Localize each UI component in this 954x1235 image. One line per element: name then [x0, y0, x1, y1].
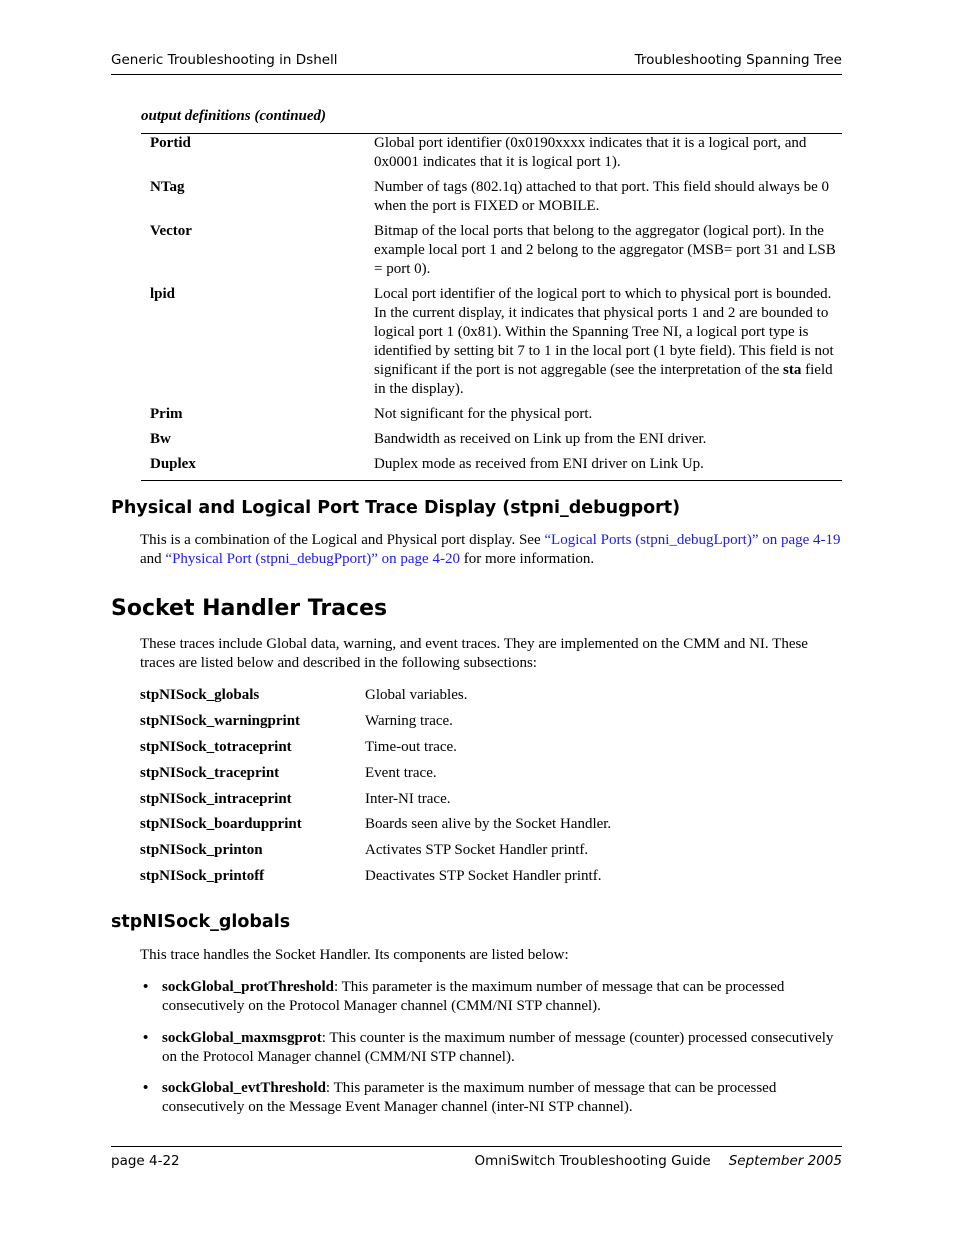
logical-ports-link[interactable]: “Logical Ports (stpni_debugLport)” on page 4-19	[544, 532, 841, 548]
trace-name: stpNISock_warningprint	[140, 712, 301, 729]
row-term: Bw	[150, 431, 171, 447]
bullet-term: sockGlobal_evtThreshold	[162, 1080, 326, 1096]
bullet-text: : This counter is the maximum number of message (counter) processed consecutively on the Protocol Manager channel (CMM/NI STP channel).	[162, 1029, 834, 1065]
table-row	[141, 405, 842, 430]
row-description	[374, 285, 842, 399]
row-term: Vector	[150, 223, 192, 239]
port-trace-paragraph	[140, 531, 843, 569]
bullet-icon: •	[143, 979, 149, 995]
header-section-title: Troubleshooting Spanning Tree	[634, 52, 842, 68]
list-item	[140, 739, 840, 765]
socket-handler-intro: These traces include Global data, warning, and event traces. They are implemented on the CMM and NI. These traces are listed below and described in the following subsections:	[140, 636, 808, 671]
table-row	[141, 134, 842, 178]
trace-name: stpNISock_globals	[140, 687, 260, 703]
table-row	[141, 430, 842, 455]
table-row	[141, 455, 842, 480]
section-heading-globals: stpNISock_globals	[111, 912, 291, 932]
row-term: lpid	[150, 286, 176, 302]
list-item	[140, 1079, 840, 1117]
running-footer	[111, 1146, 842, 1169]
table-row	[141, 222, 842, 285]
list-item	[140, 713, 840, 739]
globals-bullet-list	[140, 978, 840, 1130]
bullet-icon: •	[143, 1029, 149, 1046]
row-term: Prim	[150, 406, 183, 422]
table-row	[141, 285, 842, 405]
row-description: Global port identifier (0x0190xxxx indicates that it is a logical port, and 0x0001 indicates that it is logical port 1).	[374, 135, 807, 170]
trace-name: stpNISock_intraceprint	[140, 790, 292, 807]
definitions-table	[141, 133, 842, 481]
trace-description: Inter-NI trace.	[365, 790, 451, 807]
trace-description: Event trace.	[365, 764, 437, 781]
list-item	[140, 687, 840, 713]
trace-name: stpNISock_boardupprint	[140, 816, 302, 833]
list-item	[140, 868, 840, 894]
row-description: Number of tags (802.1q) attached to that port. This field should always be 0 when the port is FIXED or MOBILE.	[374, 179, 830, 214]
list-item	[140, 791, 840, 817]
trace-description: Time-out trace.	[365, 738, 457, 755]
trace-description: Boards seen alive by the Socket Handler.	[365, 816, 612, 833]
bullet-icon: •	[143, 1080, 149, 1096]
trace-description: Warning trace.	[365, 712, 453, 729]
list-item	[140, 842, 840, 868]
row-term: Duplex	[150, 456, 196, 472]
paragraph-text: for more information.	[459, 551, 595, 567]
row-description: Duplex mode as received from ENI driver on Link Up.	[374, 456, 704, 472]
trace-description: Deactivates STP Socket Handler printf.	[365, 868, 602, 885]
trace-list	[140, 687, 840, 894]
paragraph-text: and	[140, 551, 166, 567]
trace-name: stpNISock_totraceprint	[140, 738, 292, 755]
table-caption: output definitions (continued)	[141, 108, 327, 124]
row-description-text: field in the display).	[374, 362, 833, 397]
trace-description: Activates STP Socket Handler printf.	[365, 842, 589, 859]
row-description: Not significant for the physical port.	[374, 406, 593, 422]
physical-port-link[interactable]: “Physical Port (stpni_debugPport)” on page 4-20	[165, 551, 460, 567]
bullet-text: : This parameter is the maximum number of message that can be processed consecutively on the Message Event Manager channel (inter-NI STP channel).	[162, 1080, 777, 1115]
footer-page-number: page 4-22	[111, 1153, 180, 1169]
row-term: Portid	[150, 135, 191, 151]
trace-name: stpNISock_printon	[140, 842, 263, 859]
list-item	[140, 816, 840, 842]
bullet-term: sockGlobal_maxmsgprot	[162, 1029, 322, 1046]
list-item	[140, 765, 840, 791]
paragraph-text: This is a combination of the Logical and Physical port display. See	[140, 532, 545, 548]
section-heading-socket-handler: Socket Handler Traces	[111, 596, 388, 621]
table-row	[141, 178, 842, 222]
running-header	[111, 52, 842, 75]
row-description-text: Local port identifier of the logical port to which to physical port is bounded. In the current display, it indicates that physical ports 1 and 2 are bounded to logical port 1 (0x81). Within the Spanning Tree NI, a logical port type is identified by setting bit 7 to 1 in the local port (1 byte field). This field is not significant if the port is not aggregable (see the interpretation of the	[374, 286, 834, 378]
row-description: Bandwidth as received on Link up from the ENI driver.	[374, 431, 707, 447]
bullet-text: : This parameter is the maximum number of message that can be processed consecutively on the Protocol Manager channel (CMM/NI STP channel).	[162, 979, 785, 1014]
section-heading-port-trace: Physical and Logical Port Trace Display (stpni_debugport)	[111, 498, 681, 518]
trace-name: stpNISock_traceprint	[140, 764, 280, 781]
footer-guide-title: OmniSwitch Troubleshooting Guide	[474, 1153, 711, 1169]
row-description: Bitmap of the local ports that belong to the aggregator (logical port). In the example local port 1 and 2 belong to the aggregator (MSB= port 31 and LSB = port 0).	[374, 223, 836, 277]
footer-date: September 2005	[728, 1153, 842, 1169]
trace-name: stpNISock_printoff	[140, 868, 265, 885]
row-description-bold: sta	[783, 362, 802, 378]
globals-intro: This trace handles the Socket Handler. Its components are listed below:	[140, 947, 569, 963]
list-item	[140, 978, 840, 1016]
footer-guide-info	[475, 1153, 842, 1169]
bullet-term: sockGlobal_protThreshold	[162, 979, 334, 995]
list-item	[140, 1029, 840, 1067]
header-chapter-title: Generic Troubleshooting in Dshell	[111, 52, 338, 68]
trace-description: Global variables.	[365, 687, 468, 703]
row-term: NTag	[150, 179, 185, 195]
